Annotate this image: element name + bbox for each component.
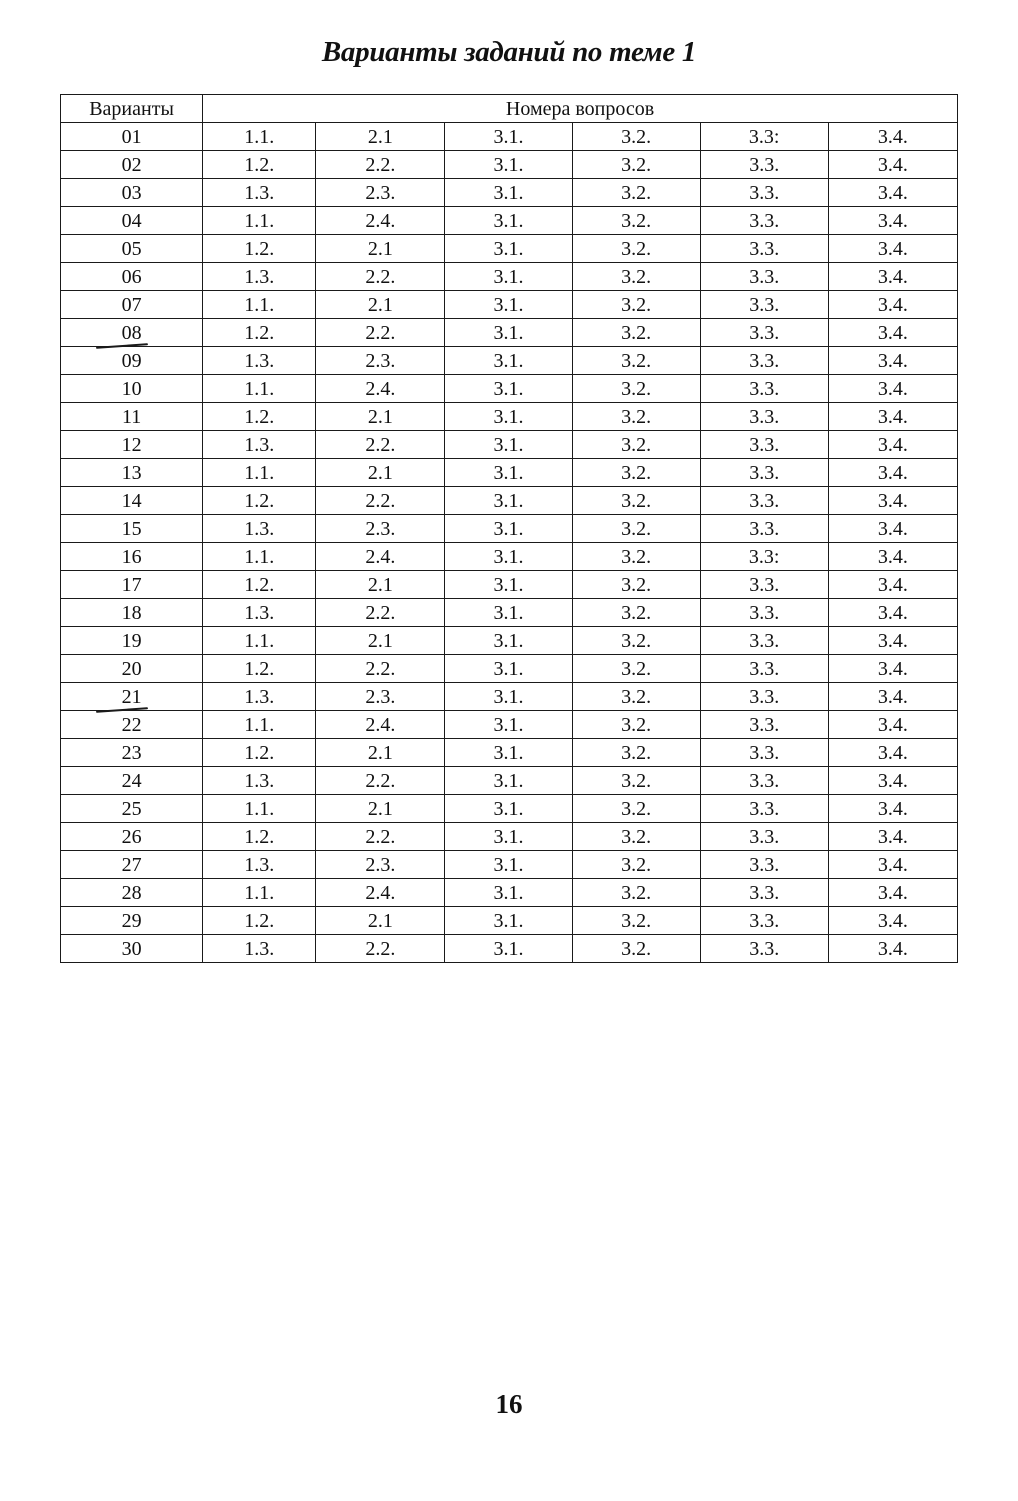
question-number-cell: 2.1 (316, 907, 445, 935)
question-number-cell: 3.2. (572, 235, 700, 263)
question-number-cell: 3.2. (572, 151, 700, 179)
question-number-cell: 3.4. (828, 571, 957, 599)
question-number-cell: 3.1. (445, 739, 572, 767)
question-number-cell: 1.1. (203, 207, 316, 235)
question-number-cell: 3.3. (700, 907, 828, 935)
table-row (61, 851, 958, 879)
question-number-cell: 3.4. (828, 319, 957, 347)
question-number-cell: 3.3. (700, 879, 828, 907)
question-number-cell: 3.1. (445, 375, 572, 403)
question-number-cell: 3.3. (700, 347, 828, 375)
question-number-cell: 3.4. (828, 935, 957, 963)
question-number-cell: 2.2. (316, 431, 445, 459)
table-row (61, 487, 958, 515)
table-row (61, 627, 958, 655)
question-number-cell: 2.1 (316, 571, 445, 599)
question-number-cell: 3.1. (445, 263, 572, 291)
variant-number-cell: 04 (61, 207, 203, 235)
table-row (61, 263, 958, 291)
question-number-cell: 3.1. (445, 655, 572, 683)
question-number-cell: 3.2. (572, 739, 700, 767)
variant-number-cell: 03 (61, 179, 203, 207)
question-number-cell: 3.4. (828, 599, 957, 627)
question-number-cell: 1.3. (203, 263, 316, 291)
question-number-cell: 1.1. (203, 879, 316, 907)
question-number-cell: 3.2. (572, 851, 700, 879)
header-question-numbers: Номера вопросов (203, 95, 958, 123)
question-number-cell: 3.4. (828, 403, 957, 431)
table-row (61, 123, 958, 151)
question-number-cell: 1.2. (203, 487, 316, 515)
question-number-cell: 2.2. (316, 767, 445, 795)
question-number-cell: 3.3. (700, 851, 828, 879)
question-number-cell: 3.2. (572, 263, 700, 291)
table-row (61, 599, 958, 627)
variant-number-cell: 28 (61, 879, 203, 907)
question-number-cell: 1.1. (203, 543, 316, 571)
question-number-cell: 1.2. (203, 571, 316, 599)
question-number-cell: 2.4. (316, 543, 445, 571)
table-row (61, 291, 958, 319)
question-number-cell: 3.2. (572, 515, 700, 543)
question-number-cell: 3.3. (700, 319, 828, 347)
question-number-cell: 3.1. (445, 235, 572, 263)
table-row (61, 655, 958, 683)
table-row (61, 571, 958, 599)
question-number-cell: 3.2. (572, 291, 700, 319)
question-number-cell: 3.3. (700, 403, 828, 431)
question-number-cell: 3.4. (828, 487, 957, 515)
question-number-cell: 3.4. (828, 739, 957, 767)
question-number-cell: 3.3. (700, 711, 828, 739)
question-number-cell: 3.4. (828, 347, 957, 375)
question-number-cell: 3.3. (700, 935, 828, 963)
question-number-cell: 3.2. (572, 907, 700, 935)
question-number-cell: 3.2. (572, 599, 700, 627)
question-number-cell: 3.2. (572, 767, 700, 795)
question-number-cell: 3.1. (445, 291, 572, 319)
question-number-cell: 2.4. (316, 879, 445, 907)
question-number-cell: 3.1. (445, 935, 572, 963)
question-number-cell: 3.3. (700, 431, 828, 459)
question-number-cell: 1.1. (203, 123, 316, 151)
table-row (61, 907, 958, 935)
table-row (61, 347, 958, 375)
question-number-cell: 1.1. (203, 627, 316, 655)
question-number-cell: 3.3. (700, 515, 828, 543)
question-number-cell: 3.2. (572, 711, 700, 739)
question-number-cell: 3.3. (700, 627, 828, 655)
question-number-cell: 3.2. (572, 627, 700, 655)
question-number-cell: 3.1. (445, 795, 572, 823)
question-number-cell: 3.4. (828, 767, 957, 795)
question-number-cell: 3.1. (445, 179, 572, 207)
table-row (61, 739, 958, 767)
question-number-cell: 2.4. (316, 207, 445, 235)
question-number-cell: 1.2. (203, 739, 316, 767)
question-number-cell: 2.4. (316, 375, 445, 403)
question-number-cell: 2.2. (316, 487, 445, 515)
question-number-cell: 3.4. (828, 711, 957, 739)
question-number-cell: 3.1. (445, 627, 572, 655)
question-number-cell: 3.1. (445, 319, 572, 347)
table-row (61, 179, 958, 207)
table-row (61, 683, 958, 711)
page-title: Варианты заданий по теме 1 (321, 36, 697, 68)
question-number-cell: 3.1. (445, 879, 572, 907)
question-number-cell: 2.1 (316, 627, 445, 655)
table-row (61, 767, 958, 795)
question-number-cell: 2.1 (316, 739, 445, 767)
variant-number-cell: 23 (61, 739, 203, 767)
question-number-cell: 1.2. (203, 151, 316, 179)
question-number-cell: 2.1 (316, 291, 445, 319)
question-number-cell: 3.3. (700, 823, 828, 851)
question-number-cell: 2.3. (316, 515, 445, 543)
question-number-cell: 1.3. (203, 851, 316, 879)
question-number-cell: 3.1. (445, 571, 572, 599)
variant-number-cell: 17 (61, 571, 203, 599)
question-number-cell: 1.3. (203, 935, 316, 963)
question-number-cell: 2.3. (316, 347, 445, 375)
question-number-cell: 3.2. (572, 375, 700, 403)
question-number-cell: 1.1. (203, 291, 316, 319)
question-number-cell: 2.2. (316, 263, 445, 291)
question-number-cell: 3.4. (828, 207, 957, 235)
variant-number-cell: 21 (61, 683, 203, 711)
question-number-cell: 3.3. (700, 767, 828, 795)
question-number-cell: 1.3. (203, 515, 316, 543)
variant-number-cell: 15 (61, 515, 203, 543)
question-number-cell: 3.4. (828, 851, 957, 879)
table-row (61, 879, 958, 907)
question-number-cell: 2.1 (316, 235, 445, 263)
question-number-cell: 2.3. (316, 683, 445, 711)
question-number-cell: 1.2. (203, 823, 316, 851)
question-number-cell: 2.2. (316, 319, 445, 347)
question-number-cell: 1.1. (203, 459, 316, 487)
question-number-cell: 3.2. (572, 543, 700, 571)
variants-table (60, 94, 958, 963)
question-number-cell: 2.2. (316, 935, 445, 963)
question-number-cell: 3.2. (572, 683, 700, 711)
question-number-cell: 2.1 (316, 459, 445, 487)
table-row (61, 515, 958, 543)
question-number-cell: 3.4. (828, 543, 957, 571)
variant-number-cell: 01 (61, 123, 203, 151)
variant-number-cell: 11 (61, 403, 203, 431)
question-number-cell: 1.2. (203, 235, 316, 263)
question-number-cell: 3.2. (572, 403, 700, 431)
question-number-cell: 1.2. (203, 655, 316, 683)
question-number-cell: 1.2. (203, 319, 316, 347)
question-number-cell: 3.3. (700, 291, 828, 319)
question-number-cell: 3.4. (828, 235, 957, 263)
question-number-cell: 3.2. (572, 795, 700, 823)
question-number-cell: 2.2. (316, 655, 445, 683)
question-number-cell: 3.3. (700, 151, 828, 179)
question-number-cell: 3.3. (700, 263, 828, 291)
question-number-cell: 3.1. (445, 823, 572, 851)
table-header-row (61, 95, 958, 123)
question-number-cell: 3.2. (572, 879, 700, 907)
question-number-cell: 2.3. (316, 851, 445, 879)
question-number-cell: 1.1. (203, 375, 316, 403)
variant-number-cell: 13 (61, 459, 203, 487)
question-number-cell: 3.4. (828, 431, 957, 459)
question-number-cell: 3.1. (445, 207, 572, 235)
variant-number-cell: 07 (61, 291, 203, 319)
variant-number-cell: 06 (61, 263, 203, 291)
question-number-cell: 3.3. (700, 375, 828, 403)
question-number-cell: 1.2. (203, 907, 316, 935)
variant-number-cell: 19 (61, 627, 203, 655)
question-number-cell: 3.1. (445, 683, 572, 711)
question-number-cell: 3.1. (445, 711, 572, 739)
question-number-cell: 3.3. (700, 207, 828, 235)
question-number-cell: 3.4. (828, 683, 957, 711)
variant-number-cell: 05 (61, 235, 203, 263)
variant-number-cell: 20 (61, 655, 203, 683)
question-number-cell: 3.3. (700, 683, 828, 711)
table-row (61, 151, 958, 179)
question-number-cell: 3.4. (828, 291, 957, 319)
variant-number-cell: 12 (61, 431, 203, 459)
table-row (61, 207, 958, 235)
question-number-cell: 3.4. (828, 823, 957, 851)
question-number-cell: 3.2. (572, 655, 700, 683)
question-number-cell: 3.1. (445, 851, 572, 879)
question-number-cell: 1.3. (203, 683, 316, 711)
question-number-cell: 2.3. (316, 179, 445, 207)
question-number-cell: 2.2. (316, 599, 445, 627)
question-number-cell: 3.4. (828, 375, 957, 403)
question-number-cell: 3.2. (572, 319, 700, 347)
question-number-cell: 1.2. (203, 403, 316, 431)
question-number-cell: 3.1. (445, 123, 572, 151)
table-row (61, 375, 958, 403)
question-number-cell: 3.1. (445, 403, 572, 431)
variant-number-cell: 16 (61, 543, 203, 571)
question-number-cell: 3.3: (700, 123, 828, 151)
question-number-cell: 3.3. (700, 179, 828, 207)
variant-number-cell: 27 (61, 851, 203, 879)
question-number-cell: 2.1 (316, 403, 445, 431)
variant-number-cell: 10 (61, 375, 203, 403)
table-row (61, 711, 958, 739)
variant-number-cell: 02 (61, 151, 203, 179)
question-number-cell: 3.4. (828, 179, 957, 207)
header-variants: Варианты (61, 95, 203, 123)
question-number-cell: 3.2. (572, 459, 700, 487)
table-row (61, 235, 958, 263)
table-row (61, 431, 958, 459)
table-body (61, 123, 958, 963)
question-number-cell: 2.1 (316, 795, 445, 823)
variant-number-cell: 08 (61, 319, 203, 347)
table-row (61, 543, 958, 571)
question-number-cell: 3.3. (700, 655, 828, 683)
question-number-cell: 3.4. (828, 459, 957, 487)
question-number-cell: 3.1. (445, 543, 572, 571)
variant-number-cell: 25 (61, 795, 203, 823)
variant-number-cell: 22 (61, 711, 203, 739)
question-number-cell: 3.1. (445, 767, 572, 795)
table-row (61, 459, 958, 487)
question-number-cell: 3.1. (445, 151, 572, 179)
question-number-cell: 2.4. (316, 711, 445, 739)
question-number-cell: 3.3. (700, 571, 828, 599)
question-number-cell: 3.3: (700, 543, 828, 571)
question-number-cell: 3.4. (828, 515, 957, 543)
variant-number-cell: 09 (61, 347, 203, 375)
question-number-cell: 3.1. (445, 347, 572, 375)
question-number-cell: 1.3. (203, 599, 316, 627)
question-number-cell: 3.4. (828, 151, 957, 179)
question-number-cell: 3.1. (445, 459, 572, 487)
question-number-cell: 3.3. (700, 235, 828, 263)
question-number-cell: 3.1. (445, 515, 572, 543)
table-row (61, 403, 958, 431)
question-number-cell: 2.2. (316, 823, 445, 851)
question-number-cell: 3.2. (572, 431, 700, 459)
question-number-cell: 1.3. (203, 347, 316, 375)
question-number-cell: 3.4. (828, 879, 957, 907)
question-number-cell: 3.4. (828, 795, 957, 823)
question-number-cell: 3.4. (828, 263, 957, 291)
question-number-cell: 3.2. (572, 935, 700, 963)
question-number-cell: 3.3. (700, 739, 828, 767)
question-number-cell: 3.1. (445, 487, 572, 515)
question-number-cell: 1.3. (203, 431, 316, 459)
question-number-cell: 2.2. (316, 151, 445, 179)
table-row (61, 319, 958, 347)
question-number-cell: 3.2. (572, 179, 700, 207)
question-number-cell: 3.3. (700, 599, 828, 627)
variant-number-cell: 18 (61, 599, 203, 627)
question-number-cell: 3.4. (828, 123, 957, 151)
question-number-cell: 1.1. (203, 795, 316, 823)
question-number-cell: 2.1 (316, 123, 445, 151)
question-number-cell: 3.1. (445, 599, 572, 627)
variant-number-cell: 24 (61, 767, 203, 795)
question-number-cell: 3.3. (700, 795, 828, 823)
question-number-cell: 3.4. (828, 907, 957, 935)
variant-number-cell: 30 (61, 935, 203, 963)
page-number: 16 (495, 1389, 523, 1419)
question-number-cell: 3.3. (700, 487, 828, 515)
question-number-cell: 3.4. (828, 627, 957, 655)
question-number-cell: 3.1. (445, 907, 572, 935)
question-number-cell: 3.2. (572, 207, 700, 235)
question-number-cell: 3.2. (572, 571, 700, 599)
variant-number-cell: 26 (61, 823, 203, 851)
variant-number-cell: 14 (61, 487, 203, 515)
question-number-cell: 1.3. (203, 767, 316, 795)
question-number-cell: 3.2. (572, 347, 700, 375)
question-number-cell: 3.2. (572, 487, 700, 515)
table-row (61, 935, 958, 963)
table-row (61, 823, 958, 851)
question-number-cell: 3.1. (445, 431, 572, 459)
question-number-cell: 3.4. (828, 655, 957, 683)
variant-number-cell: 29 (61, 907, 203, 935)
question-number-cell: 1.3. (203, 179, 316, 207)
table-row (61, 795, 958, 823)
question-number-cell: 3.2. (572, 123, 700, 151)
question-number-cell: 3.2. (572, 823, 700, 851)
question-number-cell: 1.1. (203, 711, 316, 739)
question-number-cell: 3.3. (700, 459, 828, 487)
